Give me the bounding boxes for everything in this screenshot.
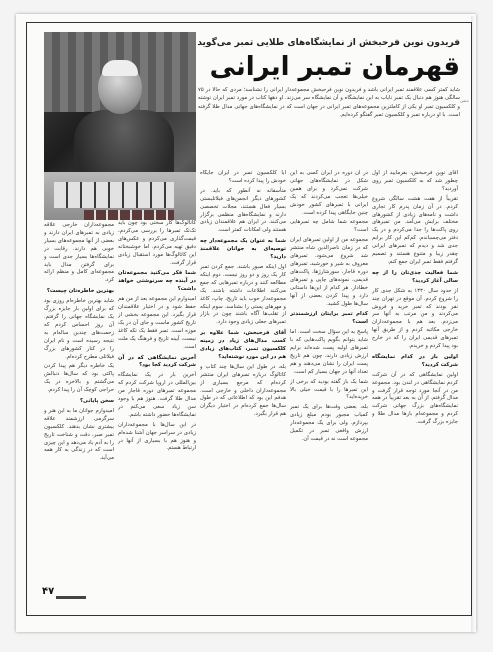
article-paragraph: آخرین بار در یک نمایشگاه بین‌المللی در اروپا شرکت کردم که مجموعه تمبرهای دوره قاجار من مدال طلا گرفت. هنوز هم با وجود سن زیاد سعی می‌کنم در نمایشگاه‌ها حضور داشته باشم. — [118, 372, 196, 418]
article-paragraph: امیدوارم این مجموعه بعد از من هم حفظ شود و در اختیار علاقمندان قرار بگیرد. این مجموعه بخشی از تاریخ کشور ماست و جای آن در یک موزه است. تمبر فقط یک تکه کاغذ نیست، آیینه تاریخ و فرهنگ یک ملت است. — [118, 296, 196, 350]
article-paragraph: پاسخ به این سؤال سخت است. اما شاید بتوانم بگویم پاکت‌هایی که با تمبرهای اولیه پست شده‌اند برایم ارزش زیادی دارند، چون هم تاریخ پست ایران را نشان می‌دهند و هم تعداد آنها در جهان بسیار کم است. — [290, 329, 368, 375]
interview-question: آخرین نمایشگاهی که در آن شرکت کردید کجا بود؟ — [118, 354, 196, 369]
interview-question: کدام تمبر برایتان ارزشمندتر است؟ — [290, 311, 368, 326]
article-paragraph: از حدود سال ۱۳۳۰ به شکل جدی کار را شروع کردم. آن موقع در تهران چند نفر بودند که تمبر خرید و فروش می‌کردند و من مرتب به آنها سر می‌زدم. بعد هم با مجموعه‌داران خارجی مکاتبه کردم و از طریق آنها تمبرهای قدیمی ایران را که در خارج بود پیدا کردم و خریدم. — [372, 287, 458, 350]
article-column-5 — [44, 222, 114, 576]
article-paragraph: در این سال‌ها با مجموعه‌داران زیادی در سراسر جهان آشنا شده‌ام و هنوز هم با بسیاری از آنها در ارتباط هستم. — [118, 421, 196, 452]
article-column-3 — [200, 170, 286, 575]
article-paragraph: آقای نوین فرحبخش، بفرمایید از اول چطور شد که به کلکسیون تمبر روی آوردید؟ — [372, 170, 458, 192]
article-paragraph: مجموعه شما شامل چه تمبرهایی است؟ — [290, 219, 368, 234]
article-column-1 — [372, 170, 458, 575]
interview-question: شما به عنوان یک مجموعه‌دار چه توصیه‌ای به جوانان علاقمند دارید؟ — [200, 238, 286, 261]
portrait-photo — [44, 32, 196, 220]
article-paragraph: مجموعه‌داران خارجی علاقه زیادی به تمبرهای ایران دارند و بعضی از آنها مجموعه‌های بسیار خوبی هم دارند. رقابت در نمایشگاه‌ها بسیار جدی است و برای گرفتن مدال باید مجموعه‌ای کامل و منظم ارائه کرد. — [44, 222, 114, 284]
article-paragraph: یک خاطره دیگر هم پیدا کردن پاکتی بود که سال‌ها دنبالش می‌گشتم و بالاخره در یک حراجی کوچک آن را پیدا کردم. — [44, 363, 114, 394]
article-paragraph: امیدوارم جوانان ما به این هنر و سرگرمی ارزشمند علاقه بیشتری نشان بدهند. کلکسیون تمبر صبر، دقت و شناخت تاریخ را به آدم یاد می‌دهد و این چیزی است که در زندگی به کار همه می‌آید. — [44, 407, 114, 462]
article-kicker: فریدون نوین فرحبخش از نمایشگاه‌های طلایی تمبر می‌گوید — [197, 38, 460, 48]
photo-stamp-sheet — [84, 210, 174, 220]
article-paragraph: تقریباً از هفت هشت سالگی شروع کردم. در آن زمان پدرم کار تجاری داشت و نامه‌های زیادی از کشورهای مختلف برایش می‌آمد. من تمبرهای روی پاکت‌ها را جدا می‌کردم و در یک دفتر می‌چسباندم. کم‌کم این کار برایم جدی شد و دیدم که تمبرهای ایرانی چقدر زیبا و متنوع هستند و تصمیم گرفتم فقط تمبر ایران جمع کنم. — [372, 195, 458, 265]
article-paragraph: اولین نمایشگاهی که در آن شرکت کردم نمایشگاهی در لندن بود. مجموعه من در آنجا مورد توجه قرار گرفت و مدال گرفتم. از آن به بعد تقریباً در همه نمایشگاه‌های بزرگ جهانی شرکت کردم و مجموعه‌ام بارها مدال طلا و جایزه بزرگ گرفت. — [372, 371, 458, 426]
article-paragraph: شما یک بار گفته بودید که برخی از این تمبرها را با قیمت خیلی بالا خریده‌اید؟ — [290, 378, 368, 401]
interview-question: بهترین خاطره‌تان چیست؟ — [46, 288, 114, 295]
article-paragraph: اول اینکه صبور باشند. جمع کردن تمبر کار یک روز و دو روز نیست. دوم اینکه مطالعه کنند و درباره تمبرهایی که جمع می‌کنند اطلاعات داشته باشند. یک مجموعه‌دار خوب باید تاریخ، چاپ، کاغذ و مهرهای پستی را بشناسد. سوم اینکه از تقلب‌ها آگاه باشند چون در بازار تمبرهای جعلی زیادی وجود دارد. — [200, 263, 286, 326]
article-paragraph: آیا کلکسیون تمبر در ایران جایگاه خودش را پیدا کرده است؟ — [200, 170, 286, 184]
article-paragraph: بله، بعضی وقت‌ها برای یک تمبر کمیاب مجبور بودم مبلغ زیادی بپردازم. ولی برای یک مجموعه‌دار ارزش واقعی تمبر در تکمیل مجموعه است نه در قیمت آن. — [290, 404, 368, 442]
article-paragraph: مجموعه من از اولین تمبرهای ایران که در زمان ناصرالدین شاه منتشر شد شروع می‌شود. تمبرهای معروف به شیر و خورشید، تمبرهای دوره قاجار، سورشارژها، پاکت‌های قدیمی، نمونه‌های چاپی و تمبرهای خطادار. هر کدام از این‌ها داستانی دارد و پیدا کردن بعضی از آنها سال‌ها طول کشید. — [290, 237, 368, 307]
section-side-tag: جشن — [460, 98, 470, 103]
article-column-4 — [118, 220, 196, 576]
article-lead: شاید کمتر کسی علاقمند تمبر ایرانی باشد و فریدون نوین فرحبخش مجموعه‌دار ایرانی را نشناسد؛ مردی که حالا در ۷۵ سالگی هنوز هم دنبال یک تمبر نایاب به این نمایشگاه و آن نمایشگاه سر می‌زند. او دهها کتاب در مورد تمبر ایران نوشته و کلکسیون تمبر او یکی از کاملترین مجموعه‌های تمبر ایرانی در جهان است که در نمایشگاه‌های جهانی مدال طلا گرفته است. با او درباره تمبر و کلکسیون تمبر گفتگو کرده‌ایم. — [198, 87, 460, 118]
article-paragraph: بله، در طول این سال‌ها چند کتاب و کاتالوگ درباره تمبرهای ایران منتشر کرده‌ام که مرجع بسیاری از مجموعه‌داران داخلی و خارجی است. هدفم این بود که اطلاعاتی که در طول سال‌ها جمع کرده‌ام در اختیار دیگران هم قرار بگیرد. — [200, 363, 286, 418]
photo-stamp-album — [54, 182, 174, 208]
interview-question: آقای فرحبخش، شما علاوه بر کسب مدال‌های زیاد در زمینه کلکسیون تمبر، کتاب‌های زیادی هم در این مورد نوشته‌اید؟ — [200, 330, 286, 360]
article-paragraph: در آن دوره در ایران کسی به این شکل در نمایشگاه‌های جهانی شرکت نمی‌کرد و برای همین خیلی‌ها تعجب می‌کردند که یک ایرانی با تمبرهای کشور خودش چنین جایگاهی پیدا کرده است. — [290, 170, 368, 216]
page-number: ۴۷ — [42, 586, 55, 597]
article-paragraph: متأسفانه نه آنطور که باید. در کشورهای دیگر انجمن‌های فیلاتلیستی بسیار فعال هستند، مجلات تخصصی دارند و نمایشگاه‌های منظمی برگزار می‌کنند. در ایران هم علاقمندان زیادی هستند ولی امکانات کمتر است. — [200, 187, 286, 234]
interview-question: اولین بار در کدام نمایشگاه شرکت کردید؟ — [372, 353, 458, 368]
article-paragraph: کاتالوگ‌ها کار سختی بود چون باید تک‌تک تمبرها را بررسی می‌کردم، قیمت‌گذاری می‌کردم و عکس‌های دقیق تهیه می‌کردم. اما خوشبختانه این کاتالوگ‌ها مورد استقبال زیادی قرار گرفت. — [118, 220, 196, 266]
page-footer-rule — [56, 596, 86, 599]
article-paragraph: شاید بهترین خاطره‌ام روزی بود که برای اولین بار جایزه بزرگ یک نمایشگاه جهانی را گرفتم. آن روز احساس کردم که زحمت‌های چندین ساله‌ام به نتیجه رسیده است و نام ایران را در کنار کشورهای بزرگ فیلاتلی مطرح کرده‌ام. — [44, 298, 114, 360]
article-column-2 — [290, 170, 368, 575]
interview-question: شما فعالیت جدی‌تان را از چه سالی آغاز کردید؟ — [372, 269, 458, 284]
interview-question: شما فکر می‌کنید مجموعه‌تان در آینده چه سرنوشتی خواهد داشت؟ — [118, 270, 196, 293]
photo-subject-hair — [102, 60, 138, 76]
interview-question: سخن پایانی؟ — [79, 398, 114, 405]
article-headline: قهرمان تمبر ایرانی — [209, 52, 460, 82]
